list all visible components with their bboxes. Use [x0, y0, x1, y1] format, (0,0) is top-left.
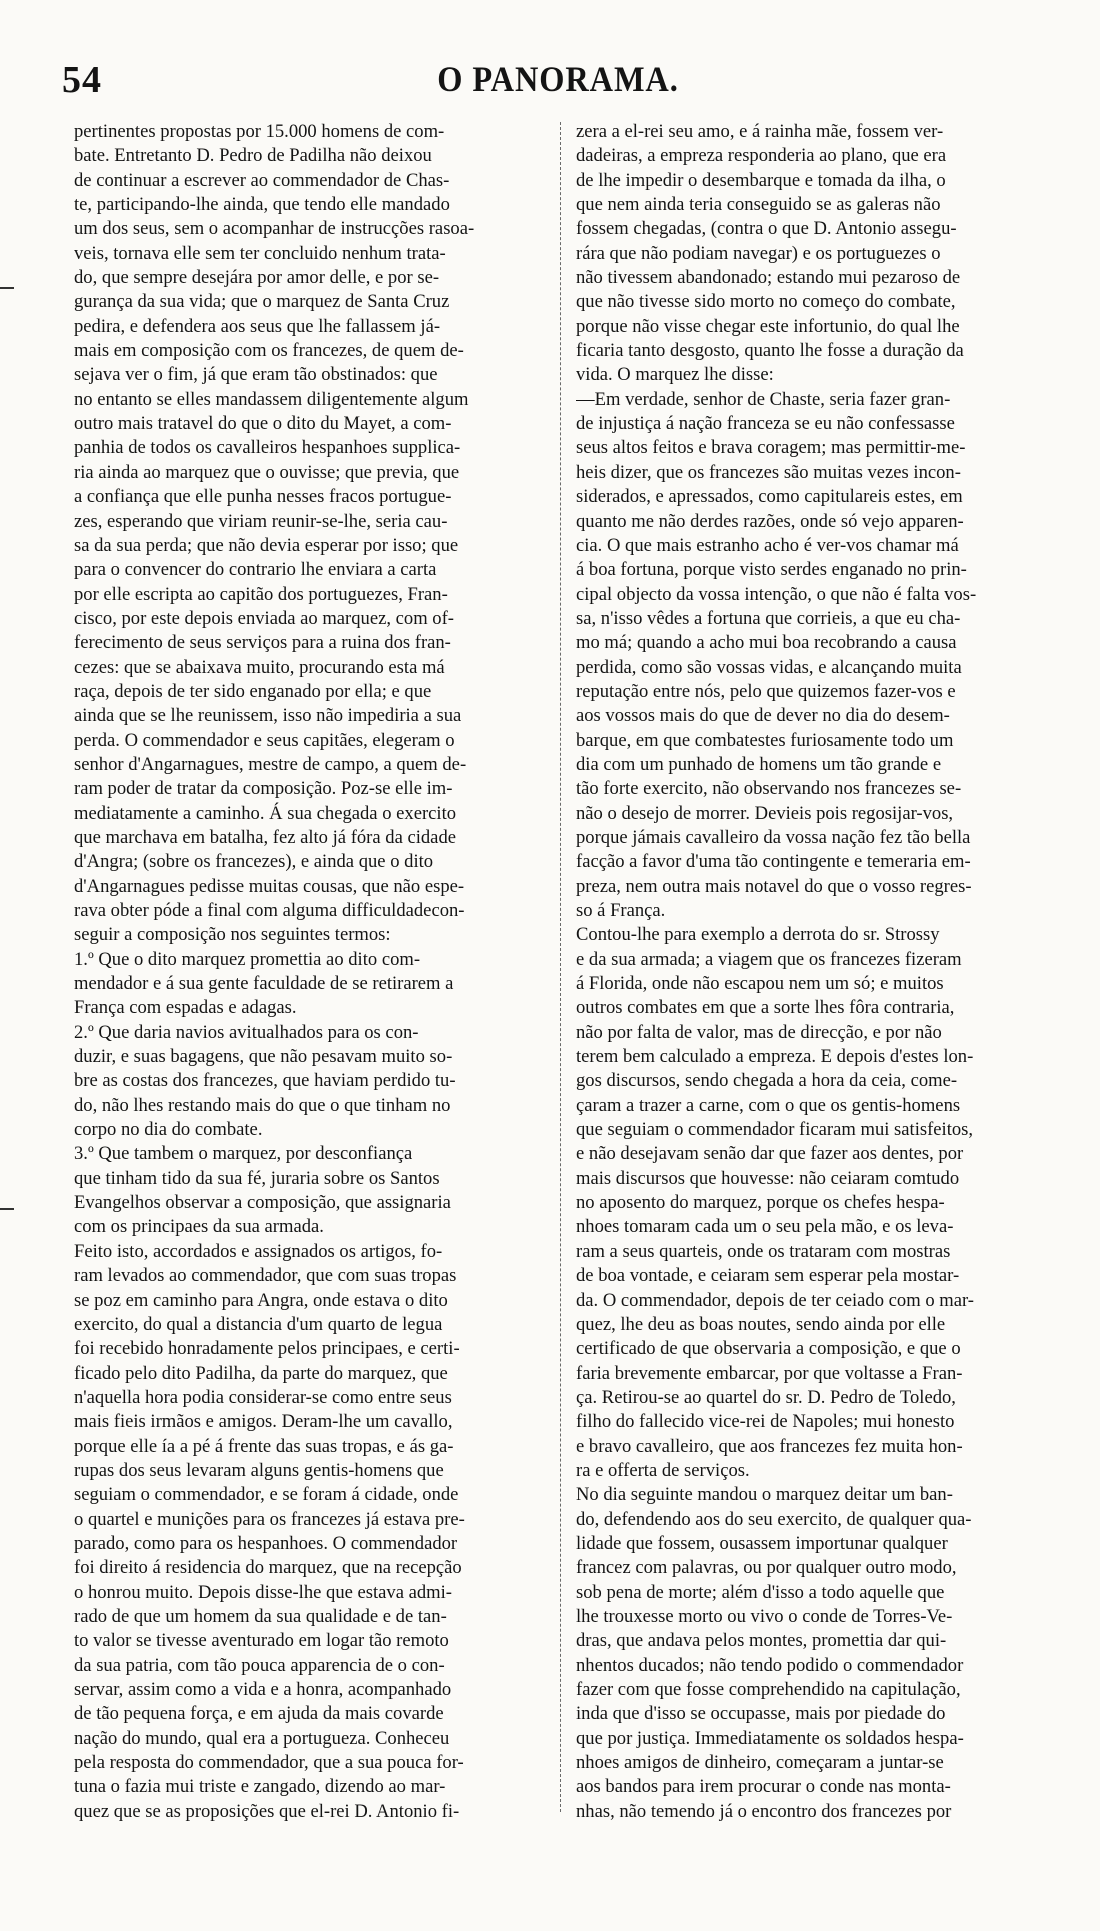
text-line: mo má; quando a acho mui boa recobrando a causa	[576, 632, 957, 654]
text-line: por elle escripta ao capitão dos portuguezes, Fran-	[74, 583, 448, 605]
text-line: e da sua armada; a viagem que os francezes fizeram	[576, 948, 962, 970]
text-line: d'Angarnagues pedisse muitas cousas, que não espe-	[74, 875, 465, 897]
text-line: ficaria tanto desgosto, quanto lhe fosse a duração da	[576, 340, 964, 362]
text-line: que seguiam o commendador ficaram mui satisfeitos,	[576, 1119, 974, 1141]
page-header	[62, 56, 1054, 108]
text-line: á Florida, onde não escapou nem um só; e muitos	[576, 973, 944, 995]
text-line: do, não lhes restando mais do que o que tinham no	[74, 1094, 451, 1116]
text-line: não tivessem abandonado; estando mui pezaroso de	[576, 267, 961, 289]
text-line: mais discursos que houvesse: não ceiaram comtudo	[576, 1167, 960, 1189]
text-line: que por justiça. Immediatamente os soldados hespa-	[576, 1727, 964, 1749]
text-line: sa da sua perda; que não devia esperar por isso; que	[74, 534, 459, 556]
text-line: gurança da sua vida; que o marquez de Santa Cruz	[74, 291, 450, 313]
text-line: ram levados ao commendador, que com suas tropas	[74, 1265, 457, 1287]
text-line: pedira, e defendera aos seus que lhe fallassem já-	[74, 315, 441, 337]
text-line: foi direito á residencia do marquez, que na recepção	[74, 1557, 462, 1579]
text-line: no entanto se elles mandassem diligentemente algum	[74, 388, 469, 410]
text-line: Contou-lhe para exemplo a derrota do sr. Strossy	[576, 924, 940, 946]
text-line: fossem chegadas, (contra o que D. Antonio assegu-	[576, 218, 957, 240]
text-line: da sua patria, com tão pouca apparencia de o con-	[74, 1654, 445, 1676]
text-line: pela resposta do commendador, que a sua pouca for-	[74, 1752, 464, 1774]
text-line: lidade que fossem, ousassem importunar qualquer	[576, 1532, 948, 1554]
text-line: terem bem calculado a empreza. E depois d'estes lon-	[576, 1046, 974, 1068]
text-line: nhoes amigos de dinheiro, começaram a juntar-se	[576, 1752, 944, 1774]
text-line: um dos seus, sem o acompanhar de instrucções rasoa-	[74, 218, 475, 240]
text-line: nação do mundo, qual era a portugueza. Conheceu	[74, 1727, 450, 1749]
text-line: d'Angra; (sobre os francezes), e ainda que o dito	[74, 851, 434, 873]
text-line: não o desejo de morrer. Devieis pois regosijar-vos,	[576, 802, 954, 824]
text-line: o honrou muito. Depois disse-lhe que estava admi-	[74, 1581, 452, 1603]
text-line: porque elle ía a pé á frente das suas tropas, e ás ga-	[74, 1435, 454, 1457]
text-line: cisco, por este depois enviada ao marquez, com of-	[74, 607, 454, 629]
text-line: outros combates em que a sorte lhes fôra contraria,	[576, 997, 955, 1019]
text-line: ram poder de tratar da composição. Poz-se elle im-	[74, 778, 453, 800]
text-line: cezes: que se abaixava muito, procurando esta má	[74, 656, 445, 678]
text-line: corpo no dia do combate.	[74, 1119, 263, 1141]
text-line: dia com um punhado de homens um tão grande e	[576, 753, 942, 775]
text-line: tuna o fazia mui triste e zangado, dizendo ao mar-	[74, 1776, 446, 1798]
text-line: de lhe impedir o desembarque e tomada da ilha, o	[576, 169, 946, 191]
text-line: sob pena de morte; além d'isso a todo aquelle que	[576, 1581, 945, 1603]
text-line: nhas, não temendo já o encontro dos francezes por	[576, 1800, 952, 1822]
text-line: bre as costas dos francezes, que haviam perdido tu-	[74, 1070, 456, 1092]
text-line: a confiança que elle punha nesses fracos portugue-	[74, 486, 452, 508]
text-line: seguiam o commendador, e se foram á cidade, onde	[74, 1484, 459, 1506]
text-line: Evangelhos observar a composição, que assignaria	[74, 1192, 451, 1214]
text-line: duzir, e suas bagagens, que não pesavam muito so-	[74, 1046, 453, 1068]
text-line: te, participando-lhe ainda, que tendo elle mandado	[74, 194, 450, 216]
text-line: filho do fallecido vice-rei de Napoles; mui honesto	[576, 1411, 955, 1433]
text-line: so á França.	[576, 900, 666, 921]
text-line: de continuar a escrever ao commendador de Chas-	[74, 169, 450, 191]
text-line: do, que sempre desejára por amor delle, e por se-	[74, 267, 440, 289]
text-line: ficado pelo dito Padilha, da parte do marquez, que	[74, 1362, 448, 1384]
text-line: com os principaes da sua armada.	[74, 1216, 324, 1238]
page-number: 54	[62, 59, 102, 101]
text-line: zera a el-rei seu amo, e á rainha mãe, fossem ver-	[576, 121, 944, 142]
text-line: nhentos ducados; não tendo podido o commendador	[576, 1654, 964, 1676]
text-line: —Em verdade, senhor de Chaste, seria fazer gran-	[576, 388, 951, 410]
text-line: nhoes tomaram cada um o seu pela mão, e os leva-	[576, 1216, 954, 1238]
text-line: raça, depois de ter sido enganado por ella; e que	[74, 680, 432, 702]
text-line: seguir a composição nos seguintes termos:	[74, 924, 391, 946]
text-line: aos vossos mais do que de dever no dia do desem-	[576, 705, 950, 727]
text-line: parado, como para os hespanhoes. O commendador	[74, 1532, 458, 1554]
text-line: panhia de todos os cavalleiros hespanhoes supplica-	[74, 437, 461, 459]
text-line: porque jámais cavalleiro da vossa nação fez tão bella	[576, 826, 971, 848]
text-line: 1.º Que o dito marquez promettia ao dito com-	[74, 948, 421, 970]
text-line: quez, lhe deu as boas noutes, sendo ainda por elle	[576, 1313, 946, 1335]
text-line: 3.º Que tambem o marquez, por desconfiança	[74, 1143, 413, 1165]
text-line: perdida, como são vossas vidas, e alcançando muita	[576, 656, 962, 678]
text-line: barque, em que combatestes furiosamente todo um	[576, 729, 954, 751]
text-line: veis, tornava elle sem ter concluido nenhum trata-	[74, 242, 446, 264]
text-line: e bravo cavalleiro, que aos francezes fez muita hon-	[576, 1435, 963, 1457]
text-line: rava obter póde a final com alguma difficuldadecon-	[74, 900, 465, 921]
text-line: fazer com que fosse comprehendido na capitulação,	[576, 1679, 961, 1700]
text-line: to valor se tivesse aventurado em logar tão remoto	[74, 1630, 449, 1652]
right-column	[576, 120, 1066, 1824]
text-line: França com espadas e adagas.	[74, 997, 297, 1019]
text-line: mendador e á sua gente faculdade de se retirarem a	[74, 973, 454, 995]
text-line: aos bandos para irem procurar o conde nas monta-	[576, 1776, 951, 1798]
text-line: sejava ver o fim, já que eram tão obstinados: que	[74, 364, 438, 386]
text-line: francez com palavras, ou por qualquer outro modo,	[576, 1557, 957, 1579]
text-line: sa, n'isso vêdes a fortuna que corrieis, a que eu cha-	[576, 607, 961, 629]
text-line: dadeiras, a empreza responderia ao plano, que era	[576, 145, 947, 167]
text-line: lhe trouxesse morto ou vivo o conde de Torres-Ve-	[576, 1605, 953, 1627]
margin-mark	[0, 1208, 14, 1210]
text-line: ram a seus quarteis, onde os trataram com mostras	[576, 1240, 951, 1262]
text-line: No dia seguinte mandou o marquez deitar um ban-	[576, 1484, 953, 1506]
text-line: porque não visse chegar este infortunio, do qual lhe	[576, 315, 960, 337]
text-line: ria ainda ao marquez que o ouvisse; que previa, que	[74, 461, 460, 483]
text-line: rado de que um homem da sua qualidade e de tan-	[74, 1605, 447, 1627]
text-line: para o convencer do contrario lhe enviara a carta	[74, 559, 437, 581]
text-line: que tinham tido da sua fé, juraria sobre os Santos	[74, 1167, 440, 1189]
text-line: bate. Entretanto D. Pedro de Padilha não deixou	[74, 145, 432, 167]
text-line: cipal objecto da vossa intenção, o que não é falta vos-	[576, 583, 977, 605]
text-line: preza, nem outra mais notavel do que o vosso regres-	[576, 875, 972, 897]
text-line: inda que d'isso se occupasse, mais por piedade do	[576, 1703, 946, 1725]
text-line: heis dizer, que os francezes são muitas vezes incon-	[576, 461, 961, 483]
text-line: ainda que se lhe reunissem, isso não impediria a sua	[74, 705, 462, 727]
text-line: que nem ainda teria conseguido se as galeras não	[576, 194, 941, 216]
text-line: mais fieis irmãos e amigos. Deram-lhe um cavallo,	[74, 1411, 453, 1433]
text-line: mais em composição com os francezes, de quem de-	[74, 340, 464, 362]
text-line: facção a favor d'uma tão contingente e temeraria em-	[576, 851, 971, 873]
left-column	[74, 120, 560, 1824]
text-line: gos discursos, sendo chegada a hora da ceia, come-	[576, 1070, 958, 1092]
text-line: de tão pequena força, e em ajuda da mais covarde	[74, 1703, 444, 1725]
column-divider	[560, 122, 561, 1812]
text-line: n'aquella hora podia considerar-se como entre seus	[74, 1386, 452, 1408]
text-line: perda. O commendador e seus capitães, elegeram o	[74, 729, 455, 751]
text-line: cia. O que mais estranho acho é ver-vos chamar má	[576, 534, 959, 556]
text-line: mediatamente a caminho. Á sua chegada o exercito	[74, 802, 457, 824]
text-line: o quartel e munições para os francezes já estava pre-	[74, 1508, 465, 1530]
margin-mark	[0, 287, 14, 289]
text-line: senhor d'Angarnagues, mestre de campo, a quem de-	[74, 753, 467, 775]
text-line: tão forte exercito, não observando nos francezes se-	[576, 778, 962, 800]
text-line: dras, que andava pelos montes, promettia dar qui-	[576, 1630, 947, 1652]
text-line: de injustiça á nação franceza se eu não confessasse	[576, 413, 955, 435]
text-line: reputação entre nós, pelo que quizemos fazer-vos e	[576, 680, 956, 702]
text-line: á boa fortuna, porque visto serdes enganado no prin-	[576, 559, 967, 581]
text-line: quanto me não derdes razões, onde só vejo apparen-	[576, 510, 964, 532]
text-line: da. O commendador, depois de ter ceiado com o mar-	[576, 1289, 974, 1311]
text-line: outro mais tratavel do que o dito du Mayet, a com-	[74, 413, 452, 435]
text-line: vida. O marquez lhe disse:	[576, 364, 774, 386]
text-line: pertinentes propostas por 15.000 homens de com-	[74, 121, 445, 142]
text-line: não por falta de valor, mas de direcção, e por não	[576, 1021, 942, 1043]
text-line: seus altos feitos e brava coragem; mas permittir-me-	[576, 437, 966, 459]
text-line: exercito, do qual a distancia d'um quarto de legua	[74, 1313, 443, 1335]
text-line: e não desejavam senão dar que fazer aos dentes, por	[576, 1143, 964, 1165]
text-line: quez que se as proposições que el-rei D. Antonio fi-	[74, 1800, 460, 1822]
text-line: 2.º Que daria navios avitualhados para os con-	[74, 1021, 419, 1043]
text-line: rupas dos seus levaram alguns gentis-homens que	[74, 1459, 444, 1481]
text-line: çaram a trazer a carne, com o que os gentis-homens	[576, 1094, 961, 1116]
text-line: se poz em caminho para Angra, onde estava o dito	[74, 1289, 448, 1311]
text-line: foi recebido honradamente pelos principaes, e certi-	[74, 1338, 460, 1360]
text-line: do, defendendo aos do seu exercito, de qualquer qua-	[576, 1508, 972, 1530]
text-line: servar, assim como a vida e a honra, acompanhado	[74, 1679, 452, 1700]
text-line: Feito isto, accordados e assignados os artigos, fo-	[74, 1240, 443, 1262]
text-line: ra e offerta de serviços.	[576, 1459, 750, 1481]
text-line: zes, esperando que viriam reunir-se-lhe, seria cau-	[74, 510, 448, 532]
text-line: que marchava em batalha, fez alto já fóra da cidade	[74, 826, 456, 848]
text-line: que não tivesse sido morto no começo do combate,	[576, 291, 956, 313]
text-line: faria brevemente embarcar, por que voltasse a Fran-	[576, 1362, 963, 1384]
running-title: O PANORAMA.	[437, 59, 679, 99]
text-line: certificado de que observaria a composição, e que o	[576, 1338, 961, 1360]
text-line: ferecimento de seus serviços para a ruina dos fran-	[74, 632, 451, 654]
text-line: de boa vontade, e ceiaram sem esperar pela mostar-	[576, 1265, 960, 1287]
text-line: ça. Retirou-se ao quartel do sr. D. Pedro de Toledo,	[576, 1386, 956, 1408]
text-line: siderados, e apressados, como capitulareis estes, em	[576, 486, 963, 508]
text-line: no aposento do marquez, porque os chefes hespa-	[576, 1192, 945, 1214]
text-line: rára que não podiam navegar) e os portuguezes o	[576, 242, 941, 264]
